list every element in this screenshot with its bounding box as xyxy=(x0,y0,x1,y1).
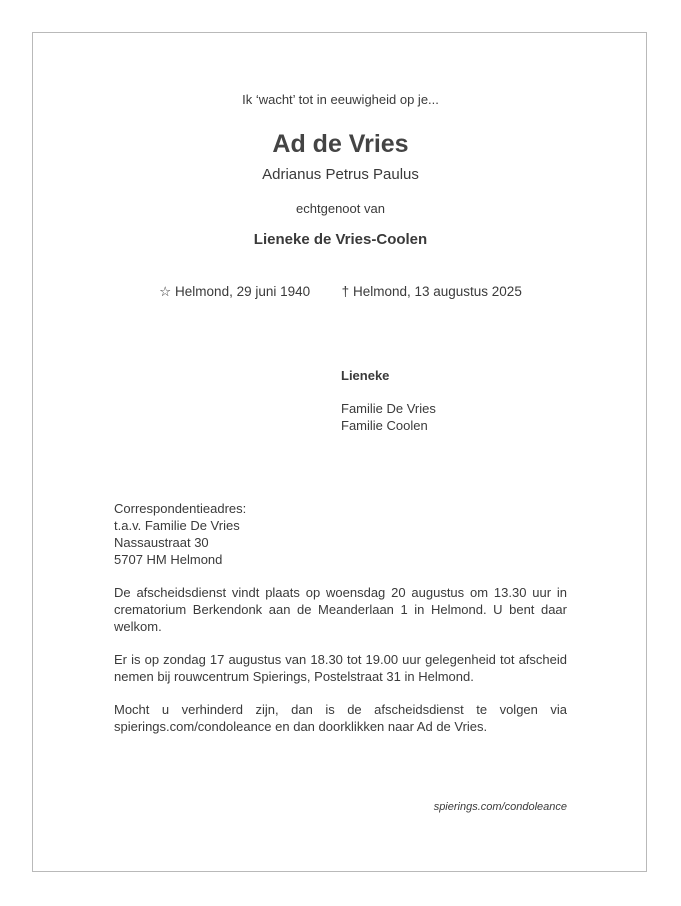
address-line: 5707 HM Helmond xyxy=(114,552,223,567)
deceased-full-name: Adrianus Petrus Paulus xyxy=(262,166,419,183)
farewell-paragraph: Er is op zondag 17 augustus van 18.30 tot 19.00 uur gelegenheid tot afscheid nemen bij rouwcentrum Spierings, Postelstraat 31 in Helmond. xyxy=(114,652,567,684)
livestream-paragraph: Mocht u verhinderd zijn, dan is de afscheidsdienst te volgen via spierings.com/condoleance en dan doorklikken naar Ad de Vries. xyxy=(114,702,567,734)
footer-url: spierings.com/condoleance xyxy=(433,801,567,813)
birth-star-icon: ☆ xyxy=(159,284,172,299)
birth-date: Helmond, 29 juni 1940 xyxy=(175,284,311,299)
correspondence-address xyxy=(114,500,567,568)
address-line: t.a.v. Familie De Vries xyxy=(114,518,240,533)
deceased-name: Ad de Vries xyxy=(272,130,409,158)
spouse-intro: echtgenoot van xyxy=(296,201,385,216)
address-heading: Correspondentieadres: xyxy=(114,501,247,516)
motto: Ik ‘wacht’ tot in eeuwigheid op je... xyxy=(242,92,439,107)
spouse-name: Lieneke de Vries-Coolen xyxy=(253,231,428,248)
address-line: Nassaustraat 30 xyxy=(114,535,209,550)
life-dates xyxy=(0,284,681,300)
service-paragraph: De afscheidsdienst vindt plaats op woensdag 20 augustus om 13.30 uur in crematorium Berkendonk aan de Meanderlaan 1 in Helmond. U bent daar welkom. xyxy=(114,585,567,634)
death-date: Helmond, 13 augustus 2025 xyxy=(352,284,522,299)
death-cross-icon: † xyxy=(341,284,350,299)
signer-spouse: Lieneke xyxy=(341,368,390,383)
signer-family: Familie Coolen xyxy=(341,418,428,433)
signer-family: Familie De Vries xyxy=(341,401,436,416)
signers xyxy=(341,367,436,434)
